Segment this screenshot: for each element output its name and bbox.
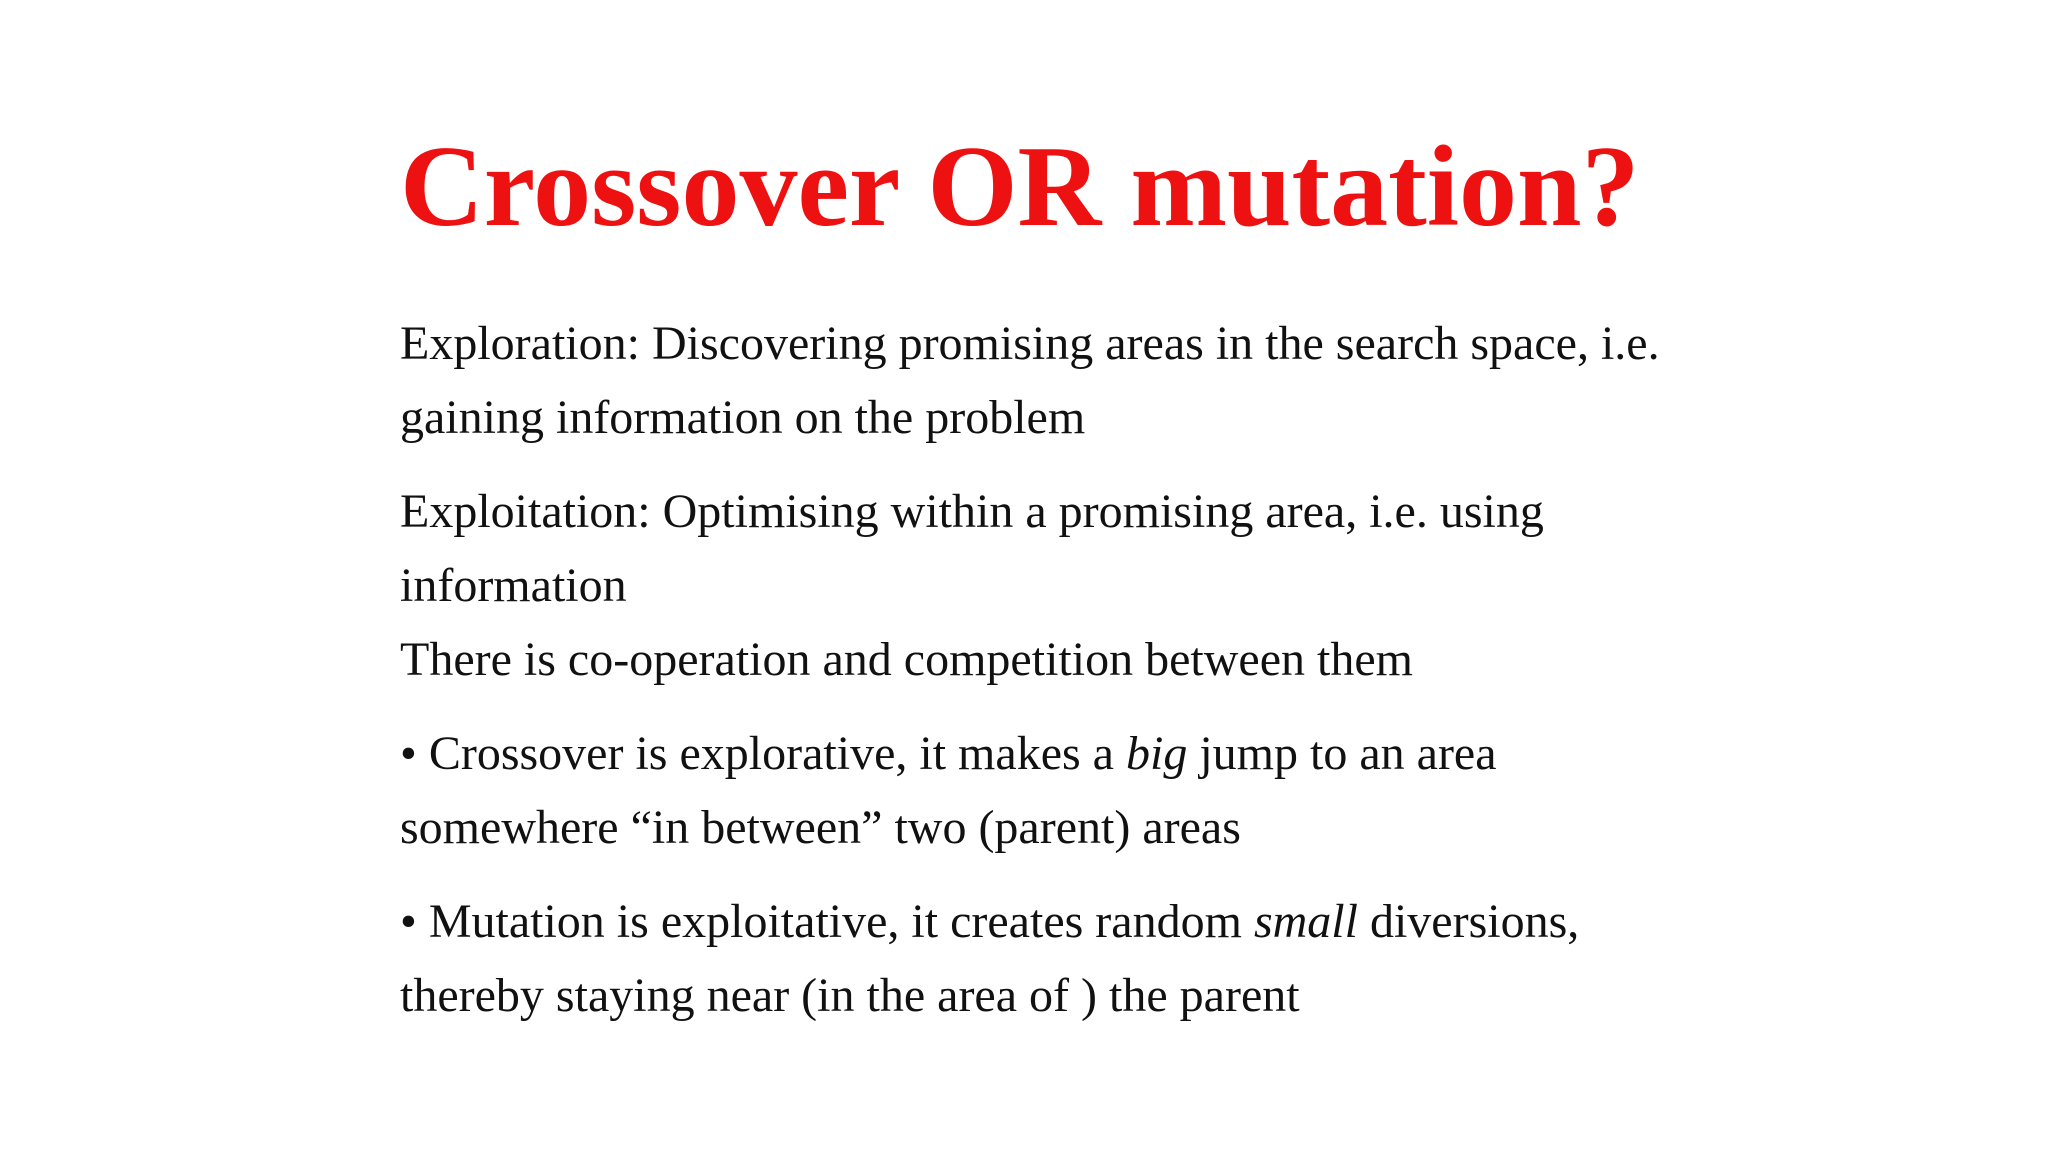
exploration-line-1: Exploration: Discovering promising areas in the search space, i.e. [400, 317, 1660, 370]
exploration-paragraph [400, 307, 1800, 455]
crossover-emphasis: big [1125, 727, 1188, 780]
crossover-text-pre: Crossover is explorative, it makes a [416, 727, 1126, 780]
exploitation-paragraph [400, 475, 1800, 623]
crossover-text-post: jump to an area [1187, 727, 1497, 780]
exploration-line-2: gaining information on the problem [400, 391, 1086, 444]
bullet-marker: • [400, 895, 417, 948]
crossover-line-2: somewhere “in between” two (parent) areas [400, 801, 1241, 854]
exploitation-line-1: Exploitation: Optimising within a promising area, i.e. using [400, 485, 1544, 538]
slide-title: Crossover OR mutation? [400, 123, 1640, 251]
cooperation-paragraph [400, 623, 1800, 697]
mutation-line-2: thereby staying near (in the area of ) the parent [400, 969, 1300, 1022]
crossover-bullet [400, 717, 1800, 865]
cooperation-line: There is co-operation and competition between them [400, 633, 1413, 686]
mutation-text-pre: Mutation is exploitative, it creates random [416, 895, 1254, 948]
mutation-emphasis: small [1253, 895, 1358, 948]
exploitation-line-2: information [400, 559, 627, 612]
slide-body [400, 307, 1800, 1033]
mutation-bullet [400, 885, 1800, 1033]
bullet-marker: • [400, 727, 417, 780]
mutation-text-post: diversions, [1357, 895, 1580, 948]
